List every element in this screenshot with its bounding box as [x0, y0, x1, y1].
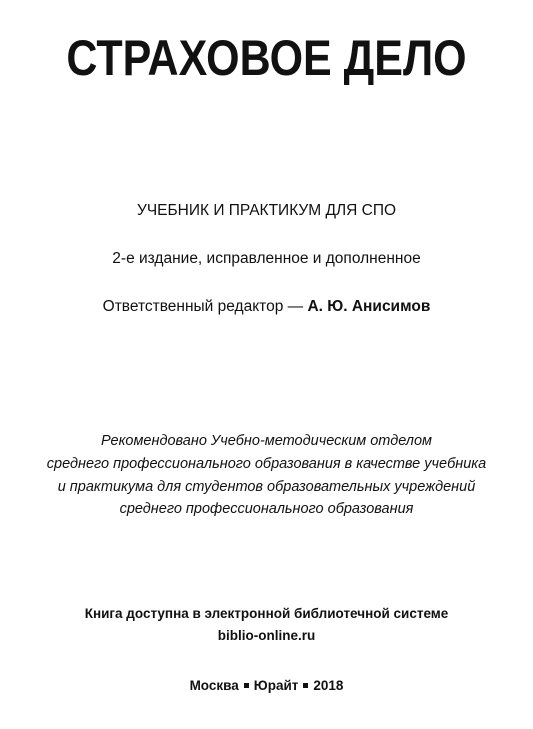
edition-note: 2-е издание, исправленное и дополненное — [112, 250, 421, 267]
recommendation-line-4: среднего профессионального образования — [119, 501, 414, 517]
imprint-year: 2018 — [313, 678, 344, 693]
availability-url: biblio-online.ru — [217, 628, 316, 643]
editor-label: Ответственный редактор — — [102, 298, 308, 315]
recommendation-line-1: Рекомендовано Учебно-методическим отделом — [101, 433, 432, 449]
book-subtitle: УЧЕБНИК И ПРАКТИКУМ ДЛЯ СПО — [136, 202, 397, 219]
availability-text: Книга доступна в электронной библиотечной системе — [84, 606, 449, 621]
book-title: СТРАХОВОЕ ДЕЛО — [66, 30, 467, 86]
square-separator-icon — [303, 683, 308, 688]
recommendation-line-3: и практикума для студентов образовательных учреждений — [57, 479, 476, 495]
imprint-publisher: Юрайт — [253, 678, 299, 693]
imprint-line — [0, 677, 533, 695]
square-separator-icon — [244, 683, 249, 688]
recommendation-line-2: среднего профессионального образования в качестве учебника — [46, 456, 487, 472]
editor-line — [0, 297, 533, 317]
editor-name: А. Ю. Анисимов — [307, 298, 431, 315]
imprint-city: Москва — [189, 678, 239, 693]
